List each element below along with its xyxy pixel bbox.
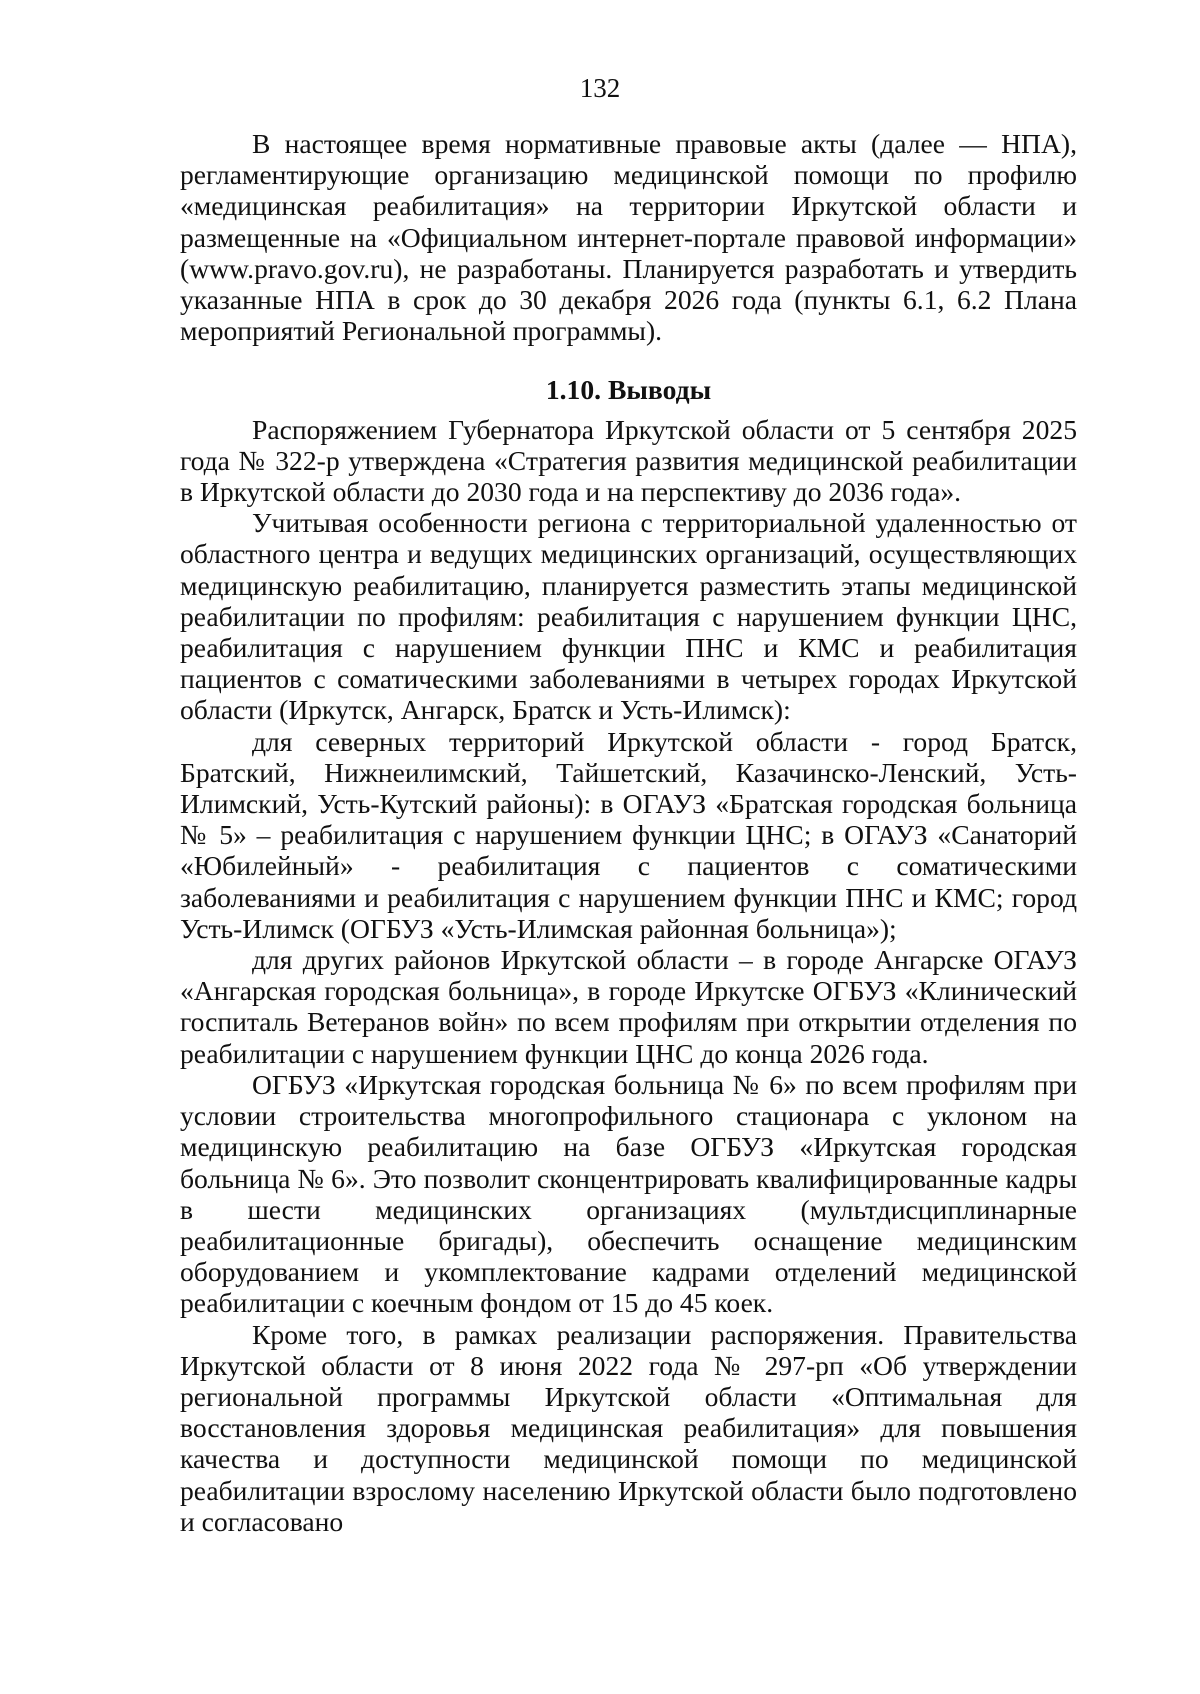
section-heading: 1.10. Выводы bbox=[545, 374, 712, 406]
paragraph-northern-territories: для северных территорий Иркутской области - город Братск, Братский, Нижнеилимский, Тайшетский, Казачинско-Ленский, Усть-Илимский, Усть-Кутский районы): в ОГАУЗ «Братская городская больница № 5» – реабилитация с нарушением функции ЦНС; в ОГАУЗ «Санаторий «Юбилейный» - реабилитация с пациентов с соматическими заболеваниями и реабилитация с нарушением функции ПНС и КМС; город Усть-Илимск (ОГБУЗ «Усть-Илимская районная больница»); bbox=[180, 725, 1077, 944]
paragraph-regional-stages: Учитывая особенности региона с территориальной удаленностью от областного центра и ведущих медицинских организаций, осуществляющих медицинскую реабилитацию, планируется разместить этапы медицинской реабилитации по профилям: реабилитация с нарушением функции ЦНС, реабилитация с нарушением функции ПНС и КМС и реабилитация пациентов с соматическими заболеваниями в четырех городах Иркутской области (Иркутск, Ангарск, Братск и Усть-Илимск): bbox=[180, 507, 1077, 726]
paragraph-other-districts: для других районов Иркутской области – в городе Ангарске ОГАУЗ «Ангарская городская больница», в городе Иркутске ОГБУЗ «Клинический госпиталь Ветеранов войн» по всем профилям при открытии отделения по реабилитации с нарушением функции ЦНС до конца 2026 года. bbox=[180, 944, 1077, 1069]
document-body bbox=[180, 128, 1077, 1537]
paragraph-irkutsk-hospital-6: ОГБУЗ «Иркутская городская больница № 6» по всем профилям при условии строительства многопрофильного стационара с уклоном на медицинскую реабилитацию на базе ОГБУЗ «Иркутская городская больница № 6». Это позволит сконцентрировать квалифицированные кадры в шести медицинских организациях (мультдисциплинарные реабилитационные бригады), обеспечить оснащение медицинским оборудованием и укомплектование кадрами отделений медицинской реабилитации с коечным фондом от 15 до 45 коек. bbox=[180, 1068, 1077, 1319]
page-number: 132 bbox=[579, 73, 621, 103]
paragraph-regional-program: Кроме того, в рамках реализации распоряжения. Правительства Иркутской области от 8 июня 2022 года № 297-рп «Об утверждении региональной программы Иркутской области «Оптимальная для восстановления здоровья медицинская реабилитация» для повышения качества и доступности медицинской помощи по медицинской реабилитации взрослому населению Иркутской области было подготовлено и согласовано bbox=[180, 1318, 1077, 1537]
paragraph-strategy-order: Распоряжением Губернатора Иркутской области от 5 сентября 2025 года № 322-р утверждена «Стратегия развития медицинской реабилитации в Иркутской области до 2030 года и на перспективу до 2036 года». bbox=[180, 413, 1077, 508]
paragraph-npa-status: В настоящее время нормативные правовые акты (далее — НПА), регламентирующие организацию медицинской помощи по профилю «медицинская реабилитация» на территории Иркутской области и размещенные на «Официальном интернет-портале правовой информации» (www.pravo.gov.ru), не разработаны. Планируется разработать и утвердить указанные НПА в срок до 30 декабря 2026 года (пункты 6.1, 6.2 Плана мероприятий Региональной программы). bbox=[180, 128, 1077, 347]
